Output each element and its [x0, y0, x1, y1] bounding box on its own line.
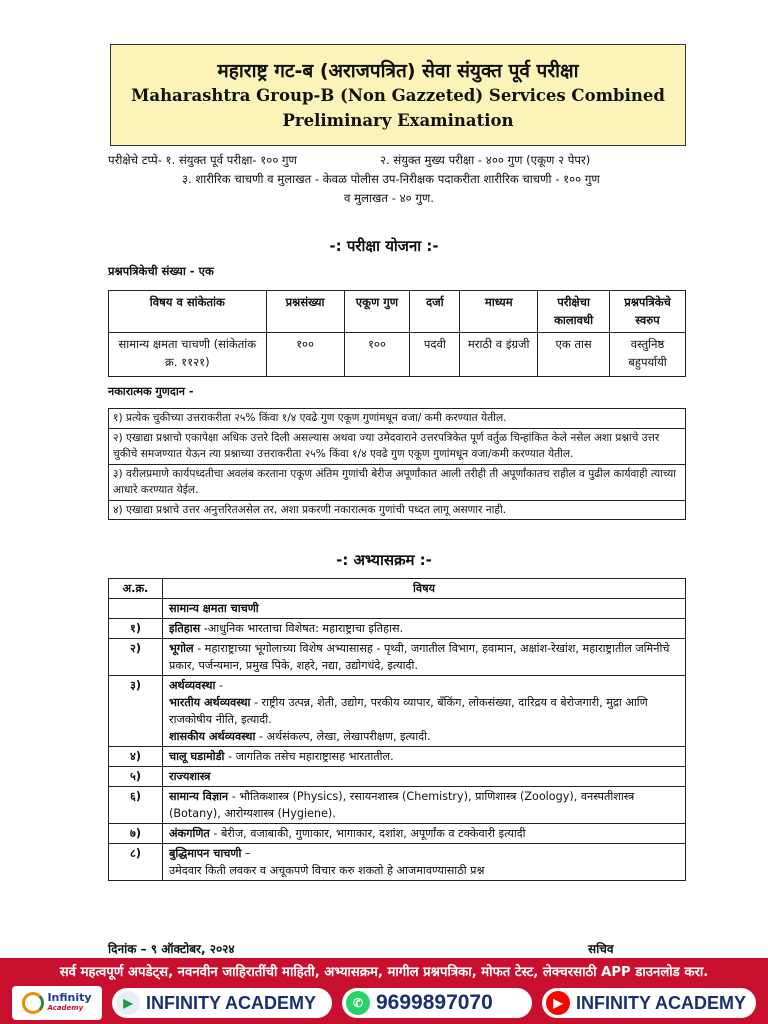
cell-medium: मराठी व इंग्रजी: [460, 333, 538, 377]
col-subject: विषय व सांकेतांक: [109, 291, 267, 333]
table-row: [109, 333, 686, 377]
academy-logo: Infinity Academy: [12, 986, 102, 1020]
title-box: [110, 44, 686, 146]
exam-stages: [108, 151, 688, 208]
youtube-icon: ▶: [546, 991, 570, 1015]
cell-subject: सामान्य क्षमता चाचणी (सांकेतांक क्र. ११२१): [109, 333, 267, 377]
cell-questions: १००: [266, 333, 344, 377]
table-row: [109, 599, 686, 619]
table-row: ७) अंकगणित - बेरीज, वजाबाकी, गुणाकार, भागाकार, दशांश, अपूर्णांक व टक्केवारी इत्यादी: [109, 824, 686, 844]
play-store-icon: ▶: [116, 991, 140, 1015]
negative-marking-label: नकारात्मक गुणदान -: [108, 385, 194, 398]
col-level: दर्जा: [410, 291, 460, 333]
table-header-row: [109, 579, 686, 599]
col-topic: विषय: [163, 579, 686, 599]
table-row: ४) चालू घडामोडी - जागतिक तसेच महाराष्ट्रासह भारतातील.: [109, 747, 686, 767]
infinity-logo-icon: [22, 992, 44, 1014]
list-item: ४) एखाद्या प्रश्नाचे उत्तर अनुत्तरितअसेल तर, अशा प्रकरणी नकारात्मक गुणांची पध्दत लागू असणार नाही.: [109, 500, 686, 520]
whatsapp-phone-link[interactable]: ✆ 9699897070: [342, 988, 532, 1018]
syllabus-table: [108, 578, 686, 881]
issue-date: दिनांक – ९ ऑक्टोबर, २०२४: [108, 942, 235, 956]
table-row: ३) अर्थव्यवस्था - भारतीय अर्थव्यवस्था - राष्ट्रीय उत्पन्न, शेती, उद्योग, परकीय व्यापार, बॅंकिंग, लोकसंख्या, दारिद्रय व बेरोजगारी, मुद्रा आणि राजकोषीय नीति, इत्यादी. शासकीय अर्थव्यवस्था - अर्थसंकल्प, लेखा, लेखापरीक्षण, इत्यादी.: [109, 676, 686, 747]
syllabus-heading: -: अभ्यासक्रम :-: [336, 551, 432, 569]
syllabus-subtitle: सामान्य क्षमता चाचणी: [169, 602, 259, 615]
table-row: ५) राज्यशास्त्र: [109, 767, 686, 787]
title-english-line1: Maharashtra Group-B (Non Gazzeted) Services Combined: [131, 86, 665, 105]
cell-duration: एक तास: [538, 333, 610, 377]
exam-scheme-heading: -: परीक्षा योजना :-: [329, 237, 439, 255]
footer: [108, 940, 628, 957]
banner-text: सर्व महत्वपूर्ण अपडेट्स, नवनवीन जाहिरातींची माहिती, अभ्यासक्रम, मागील प्रश्नपत्रिका, मोफत टेस्ट, लेक्चरसाठी APP डाउनलोड करा.: [59, 965, 709, 980]
whatsapp-icon: ✆: [346, 991, 370, 1015]
exam-scheme-table: [108, 290, 686, 377]
table-row: ६) सामान्य विज्ञान - भौतिकशास्त्र (Physics), रसायनशास्त्र (Chemistry), प्राणिशास्त्र (Zoology), वनस्पतीशास्त्र (Botany), आरोग्यशास्त्र (Hygiene).: [109, 787, 686, 824]
stage-3-cont: व मुलाखत - ४० गुण.: [344, 191, 434, 205]
cell-level: पदवी: [410, 333, 460, 377]
youtube-link[interactable]: ▶ INFINITY ACADEMY: [542, 988, 756, 1018]
table-row: २) भूगोल - महाराष्ट्राच्या भूगोलाच्या विशेष अभ्यासासह - पृथ्वी, जगातील विभाग, हवामान, अक्षांश-रेखांश, महाराष्ट्रातील जमिनीचे प्रकार, पर्जन्यमान, प्रमुख पिके, शहरे, नद्या, उद्योगधंदे, इत्यादी.: [109, 639, 686, 676]
col-duration: परीक्षेचा कालावधी: [538, 291, 610, 333]
signatory: सचिव: [588, 942, 614, 956]
list-item: १) प्रत्येक चुकीच्या उत्तराकरीता २५% किंवा १/४ एवढे गुण एकूण गुणांमधून वजा/ कमी करण्यात येतील.: [109, 409, 686, 429]
stage-2: २. संयुक्त मुख्य परीक्षा - ४०० गुण (एकूण २ पेपर): [380, 153, 591, 167]
table-row: ८) बुद्धिमापन चाचणी – उमेदवार किती लवकर व अचूकपणे विचार करु शकतो हे आजमावण्यासाठी प्रश्न: [109, 844, 686, 881]
cell-format: वस्तुनिष्ठ बहुपर्यायी: [610, 333, 686, 377]
list-item: २) एखाद्या प्रश्नाचो एकापेक्षा अधिक उत्तरे दिली असल्यास अथवा ज्या उमेदवाराने उत्तरपत्रिकेत पूर्ण वर्तुळ चिन्हांकित केले नसेल अशा प्रश्नाचे उत्तर चुकीचे समजण्यात येऊन त्या प्रश्नाच्या उत्तराकरीता २५% किंवा १/४ एवढे गुण एकूण गुणांमधून वजा/कमी करण्यात येतील.: [109, 428, 686, 464]
cell-total-marks: १००: [344, 333, 410, 377]
col-format: प्रश्नपत्रिकेचे स्वरुप: [610, 291, 686, 333]
col-total-marks: एकूण गुण: [344, 291, 410, 333]
col-questions: प्रश्नसंख्या: [266, 291, 344, 333]
stage-3: ३. शारीरिक चाचणी व मुलाखत - केवळ पोलीस उप-निरीक्षक पदाकरीता शारीरिक चाचणी - १०० गुण: [182, 172, 600, 186]
paper-count: प्रश्नपत्रिकेची संख्या - एक: [108, 264, 214, 278]
stage-1: परीक्षेचे टप्पे- १. संयुक्त पूर्व परीक्षा- १०० गुण: [108, 153, 297, 167]
list-item: ३) वरीलप्रमाणे कार्यपध्दतीचा अवलंब करताना एकूण अंतिम गुणांची बेरीज अपूर्णांकात आली तरीही ती अपूर्णांकातच राहील व पुढील कार्यवाही त्याच्या आधारे करण्यात येईल.: [109, 464, 686, 500]
negative-marking-table: [108, 408, 686, 520]
table-row: १) इतिहास -आधुनिक भारताचा विशेषत: महाराष्ट्राचा इतिहास.: [109, 619, 686, 639]
title-english-line2: Preliminary Examination: [282, 111, 514, 130]
promo-banner[interactable]: [0, 958, 768, 1024]
table-header-row: [109, 291, 686, 333]
col-medium: माध्यम: [460, 291, 538, 333]
play-store-link[interactable]: ▶ INFINITY ACADEMY: [112, 988, 332, 1018]
title-marathi: महाराष्ट्र गट-ब (अराजपत्रित) सेवा संयुक्त पूर्व परीक्षा: [217, 60, 579, 82]
col-serial: अ.क्र.: [109, 579, 163, 599]
